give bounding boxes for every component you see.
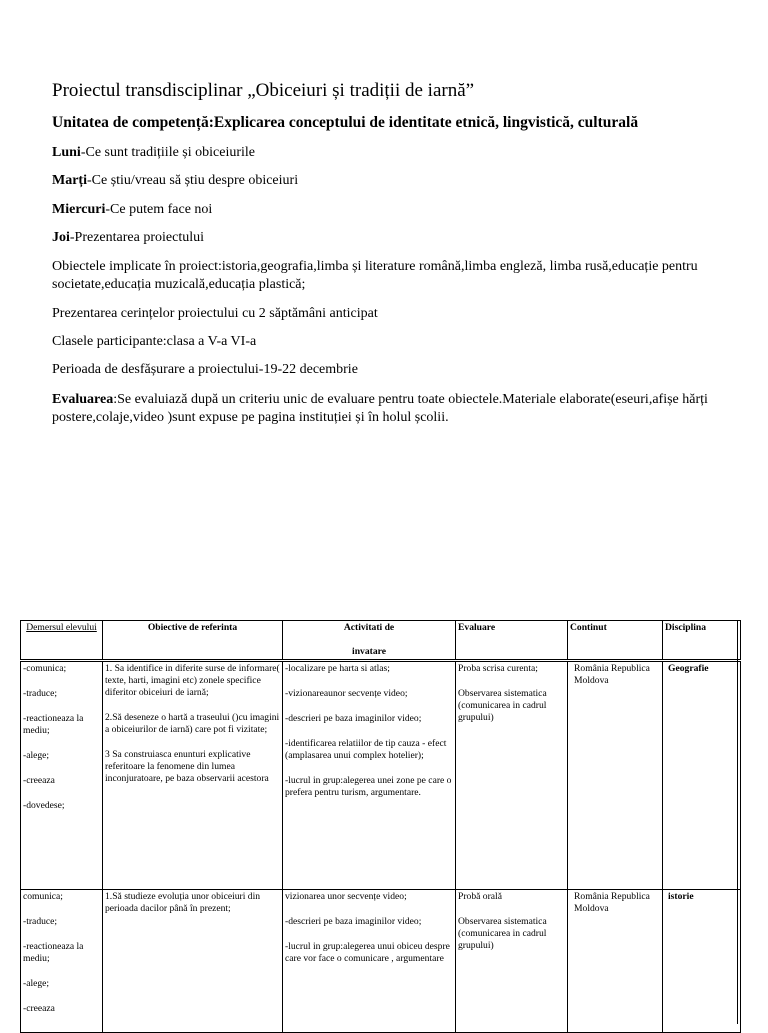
objects-involved: Obiectele implicate în proiect:istoria,geografia,limba și literature română,limba engleză, limba rusă,educație pentru societate,educația muzicală,educația plastică; [52,259,698,292]
cell-demers: comunica; -traduce; -reactioneaza la mediu; -alege; -creeaza [21,890,103,1033]
cell-obiective: 1. Sa identifice in diferite surse de informare( texte, harti, imagini etc) zonele specifice diferitor obiceiuri de iarnă; 2.Să deseneze o hartă a traseului ()cu imagini a obiceiurilor de iarnă) care pot fi vizitate; 3 Sa construiasca enunturi explicative referitoare la fenomene din lumea inconjuratoare, pe baza observarii acestora [103,661,283,890]
schedule-thursday: Joi-Prezentarea proiectului [52,230,204,245]
cell-continut: România Republica Moldova [568,890,663,1033]
cell-demers: -comunica; -traduce; -reactioneaza la mediu; -alege; -creeaza -dovedese; [21,661,103,890]
cell-evaluare: Proba scrisa curenta; Observarea sistematica (comunicarea in cadrul grupului) [456,661,568,890]
evaluation-paragraph: Evaluarea:Se evaluiază după un criteriu unic de evaluare pentru toate obiectele.Materiale elaborate(eseuri,afișe hărți postere,colaje,video )sunt expuse pe pagina instituției și în holul școlii. [52,392,708,425]
header-demers: Demersul elevului [21,621,103,661]
schedule-monday: Luni-Ce sunt tradițiile și obiceiurile [52,145,255,160]
cell-evaluare: Probă orală Observarea sistematica (comunicarea in cadrul grupului) [456,890,568,1033]
cell-activitati: vizionarea unor secvențe video; -descrieri pe baza imaginilor video; -lucrul in grup:alegerea unui obiceu despre care vor face o comunicare , argumentare [283,890,456,1033]
header-evaluare: Evaluare [456,621,568,661]
header-disciplina: Disciplina [663,621,741,661]
header-continut: Continut [568,621,663,661]
cell-obiective: 1.Să studieze evoluția unor obiceiuri din perioada dacilor până în prezent; [103,890,283,1033]
participating-classes: Clasele participante:clasa a V-a VI-a [52,334,257,349]
project-period: Perioada de desfășurare a proiectului-19-22 decembrie [52,362,358,377]
cell-continut: România Republica Moldova [568,661,663,890]
table-row [21,890,741,1033]
cell-activitati: -localizare pe harta si atlas; -vizionareaunor secvențe video; -descrieri pe baza imaginilor video; -identificarea relatiilor de tip cauza - efect (amplasarea unui complex hotelier); -lucrul in grup:alegerea unei zone pe care o prefera pentru turism, argumentare. [283,661,456,890]
cell-disciplina: istorie [663,890,741,1033]
requirements-presentation: Prezentarea cerințelor proiectului cu 2 săptămâni anticipat [52,306,378,321]
schedule-tuesday: Marți-Ce știu/vreau să știu despre obiceiuri [52,173,299,188]
cell-disciplina: Geografie [663,661,741,890]
header-obiective: Obiective de referinta [103,621,283,661]
document-title: Proiectul transdisciplinar „Obiceiuri și tradiții de iarnă” [52,80,475,101]
table-row [21,661,741,890]
header-activitati: Activitati de invatare [283,621,456,661]
curriculum-table [20,620,741,1033]
schedule-wednesday: Miercuri-Ce putem face noi [52,202,213,217]
table-outer-border [737,620,740,1024]
competence-unit: Unitatea de competență:Explicarea conceptului de identitate etnică, lingvistică, culturală [52,114,639,131]
